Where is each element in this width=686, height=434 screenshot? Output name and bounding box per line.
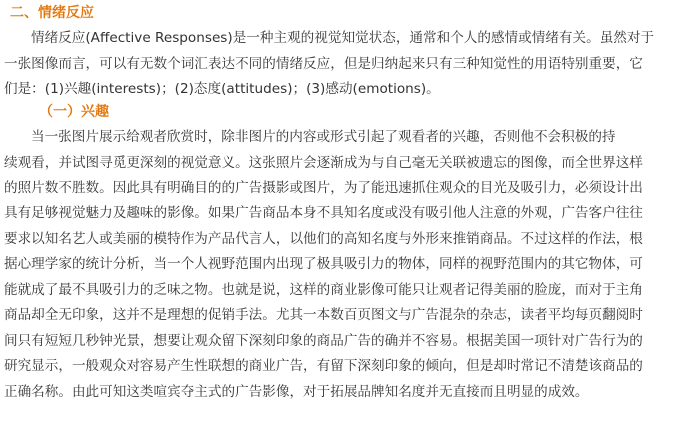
paragraph-line: 一张图像而言，可以有无数个词汇表达不同的情绪反应，但是归纳起来只有三种知觉性的用语特别重要，它 xyxy=(4,56,643,72)
paragraph-line: 能就成了最不具吸引力的乏味之物。也就是说，这样的商业影像可能只让观者记得美丽的脸庞，而对于主角 xyxy=(4,282,643,298)
paragraph-line: 要求以知名艺人或美丽的模特作为产品代言人，以他们的高知名度与外形来推销商品。不过这样的作法，根 xyxy=(4,231,643,247)
paragraph-line: 的照片数不胜数。因此具有明确目的的广告摄影或图片，为了能迅速抓住观众的目光及吸引力，必须设计出 xyxy=(4,180,643,196)
paragraph-line: 研究显示，一般观众对容易产生性联想的商业广告，有留下深刻印象的倾向，但是却时常记不清楚该商品的 xyxy=(4,358,643,374)
section-heading: 二、情绪反应 xyxy=(10,5,94,21)
paragraph-line: 当一张图片展示给观者欣赏时，除非图片的内容或形式引起了观看者的兴趣，否则他不会积极的持 xyxy=(31,129,616,145)
paragraph-line: 据心理学家的统计分析，当一个人视野范围内出现了极具吸引力的物体，同样的视野范围内的其它物体，可 xyxy=(4,256,643,272)
paragraph-line: 们是：(1)兴趣(interests)；(2)态度(attitudes)；(3)感动(emotions)。 xyxy=(4,81,440,97)
paragraph-line: 具有足够视觉魅力及趣味的影像。如果广告商品本身不具知名度或没有吸引他人注意的外观，广告客户往往 xyxy=(4,205,643,221)
paragraph-line: 正确名称。由此可知这类喧宾夺主式的广告影像，对于拓展品牌知名度并无直接而且明显的成效。 xyxy=(4,384,589,400)
paragraph-line: 续观看，并试图寻觅更深刻的视觉意义。这张照片会逐渐成为与自己毫无关联被遗忘的图像，而全世界这样 xyxy=(4,155,643,171)
paragraph-line: 情绪反应(Affective Responses)是一种主观的视觉知觉状态，通常和个人的感情或情绪有关。虽然对于 xyxy=(31,30,655,46)
subsection-heading: （一）兴趣 xyxy=(39,104,109,120)
paragraph-line: 间只有短短几秒钟光景，想要让观众留下深刻印象的商品广告的确并不容易。根据美国一项针对广告行为的 xyxy=(4,333,643,349)
paragraph-line: 商品却全无印象，这并不是理想的促销手法。尤其一本数百页图文与广告混杂的杂志，读者平均每页翻阅时 xyxy=(4,307,643,323)
